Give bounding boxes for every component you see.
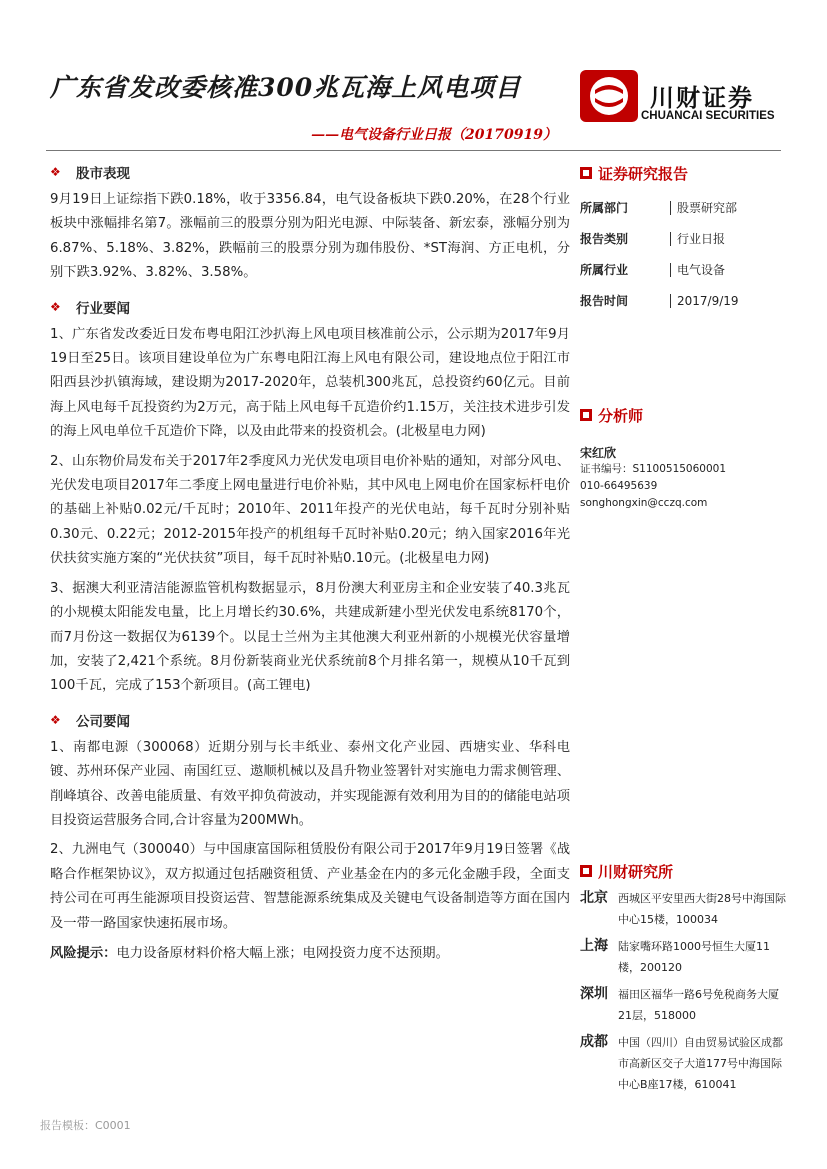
- logo-mark-icon: [580, 70, 638, 122]
- sidebar: [580, 162, 790, 1101]
- analyst-heading-label: 分析师: [598, 406, 644, 425]
- logo-chinese-name: 川财证券: [650, 84, 754, 112]
- report-subtitle: ——电气设备行业日报（20170919）: [311, 127, 557, 143]
- info-row: [580, 192, 790, 223]
- address-item: [580, 1032, 790, 1095]
- diamond-bullet-icon: ❖: [50, 712, 61, 727]
- report-type-heading: [580, 162, 790, 184]
- address-city: 北京: [580, 890, 608, 906]
- section-heading-label: 公司要闻: [76, 713, 130, 730]
- industry-news-item: 1、广东省发改委近日发布粤电阳江沙扒海上风电项目核准前公示，公示期为2017年9月19日至25日。该项目建设单位为广东粤电阳江海上风电有限公司，建设地点位于阳江市阳西县沙扒镇海域，建设期为2017-2020年，总装机300兆瓦，总投资约60亿元。目前海上风电每千瓦投资约为2万元，高于陆上风电每千瓦造价约1.15万，关注技术进步引发的海上风电单位千瓦造价下降，以及由此带来的投资机会。(北极星电力网): [50, 326, 570, 440]
- header-divider: [46, 150, 781, 151]
- template-footer: 报告模板：C0001: [40, 1119, 131, 1132]
- analyst-heading: [580, 404, 790, 426]
- address-text: 西城区平安里西大街28号中海国际中心15楼，100034: [618, 892, 786, 926]
- section-heading-market: [50, 156, 570, 188]
- company-news-item: 1、南都电源（300068）近期分别与长丰纸业、泰州文化产业园、西塘实业、华科电镀、苏州环保产业园、南国红豆、遨顺机械以及昌升物业签署针对实施电力需求侧管理、削峰填谷、改善电能质量、有效平抑负荷波动，并实现能源有效利用为目的的储能电站项目投资运营服务合同,合计容量为200MWh。: [50, 739, 570, 828]
- institute-heading-label: 川财研究所: [598, 862, 674, 881]
- institute-heading: [580, 860, 790, 882]
- info-value: 2017/9/19: [670, 294, 739, 308]
- address-city: 成都: [580, 1034, 608, 1050]
- info-key: 报告类别: [580, 232, 629, 246]
- main-content: [50, 156, 570, 966]
- analyst-cert: 证书编号：S1100515060001: [580, 463, 727, 475]
- square-bullet-icon: [580, 865, 592, 877]
- risk-label: 风险提示：: [50, 945, 117, 961]
- risk-text: 电力设备原材料价格大幅上涨；电网投资力度不达预期。: [116, 945, 449, 961]
- info-key: 所属行业: [580, 263, 629, 277]
- address-item: [580, 888, 790, 930]
- logo-english-name: CHUANCAI SECURITIES: [641, 110, 775, 122]
- industry-news-item: 3、据澳大利亚清洁能源监管机构数据显示，8月份澳大利亚房主和企业安装了40.3兆瓦的小规模太阳能发电量，比上月增长约30.6%，共建成新建小型光伏发电系统8170个，而7月份这一数据仅为6139个。以昆士兰州为主其他澳大利亚州新的小规模光伏容量增加，安装了2,421个系统。8月份新装商业光伏系统前8个月排名第一，规模从10千瓦到100千瓦，完成了153个新项目。(高工锂电): [50, 580, 570, 694]
- address-text: 中国（四川）自由贸易试验区成都市高新区交子大道177号中海国际中心B座17楼，610041: [618, 1036, 783, 1091]
- address-text: 福田区福华一路6号免税商务大厦21层，518000: [618, 988, 779, 1022]
- analyst-phone: 010-66495639: [580, 480, 658, 492]
- section-heading-label: 股市表现: [76, 166, 130, 182]
- address-city: 上海: [580, 938, 608, 954]
- report-type-heading-label: 证券研究报告: [598, 164, 689, 183]
- analyst-name: 宋红欣: [580, 446, 617, 460]
- section-heading-company: [50, 704, 570, 736]
- info-value: 行业日报: [670, 232, 725, 246]
- report-info-table: [580, 192, 790, 316]
- risk-warning: [50, 942, 570, 966]
- info-value: 电气设备: [670, 263, 725, 277]
- report-title: 广东省发改委核准300兆瓦海上风电项目: [50, 73, 522, 102]
- address-item: [580, 936, 790, 978]
- company-logo: [580, 70, 780, 130]
- diamond-bullet-icon: ❖: [50, 299, 61, 314]
- square-bullet-icon: [580, 409, 592, 421]
- diamond-bullet-icon: ❖: [50, 165, 61, 179]
- section-heading-industry: [50, 291, 570, 323]
- analyst-email[interactable]: songhongxin@cczq.com: [580, 497, 708, 509]
- info-row: [580, 285, 790, 316]
- info-value: 股票研究部: [670, 201, 737, 215]
- market-paragraph: 9月19日上证综指下跌0.18%，收于3356.84，电气设备板块下跌0.20%，在28个行业板块中涨幅排名第7。涨幅前三的股票分别为阳光电源、中际装备、新宏泰，涨幅分别为6.87%、5.18%、3.82%，跌幅前三的股票分别为珈伟股份、*ST海润、方正电机，分别下跌3.92%、3.82%、3.58%。: [50, 192, 570, 281]
- address-list: [580, 888, 790, 1095]
- info-row: [580, 223, 790, 254]
- section-heading-label: 行业要闻: [76, 300, 130, 317]
- square-bullet-icon: [580, 167, 592, 179]
- info-key: 报告时间: [580, 294, 629, 308]
- address-item: [580, 984, 790, 1026]
- address-city: 深圳: [580, 986, 608, 1002]
- info-key: 所属部门: [580, 201, 629, 215]
- info-row: [580, 254, 790, 285]
- industry-news-item: 2、山东物价局发布关于2017年2季度风力光伏发电项目电价补贴的通知，对部分风电、光伏发电项目2017年二季度上网电量进行电价补贴，其中风电上网电价在国家标杆电价的基础上补贴0.02元/千瓦时；2010年、2011年投产的光伏电站，每千瓦时分别补贴0.30元、0.22元；2012-2015年投产的机组每千瓦时补贴0.20元；纳入国家2016年光伏扶贫实施方案的“光伏扶贫”项目，每千瓦时补贴0.10元。(北极星电力网): [50, 453, 570, 567]
- company-news-item: 2、九洲电气（300040）与中国康富国际租赁股份有限公司于2017年9月19日签署《战略合作框架协议》，双方拟通过包括融资租赁、产业基金在内的多元化金融手段，全面支持公司在可再生能源项目投资运营、智慧能源系统集成及关键电气设备制造等方面在国内及一带一路国家快速拓展市场。: [50, 842, 570, 931]
- address-text: 陆家嘴环路1000号恒生大厦11楼，200120: [618, 940, 770, 974]
